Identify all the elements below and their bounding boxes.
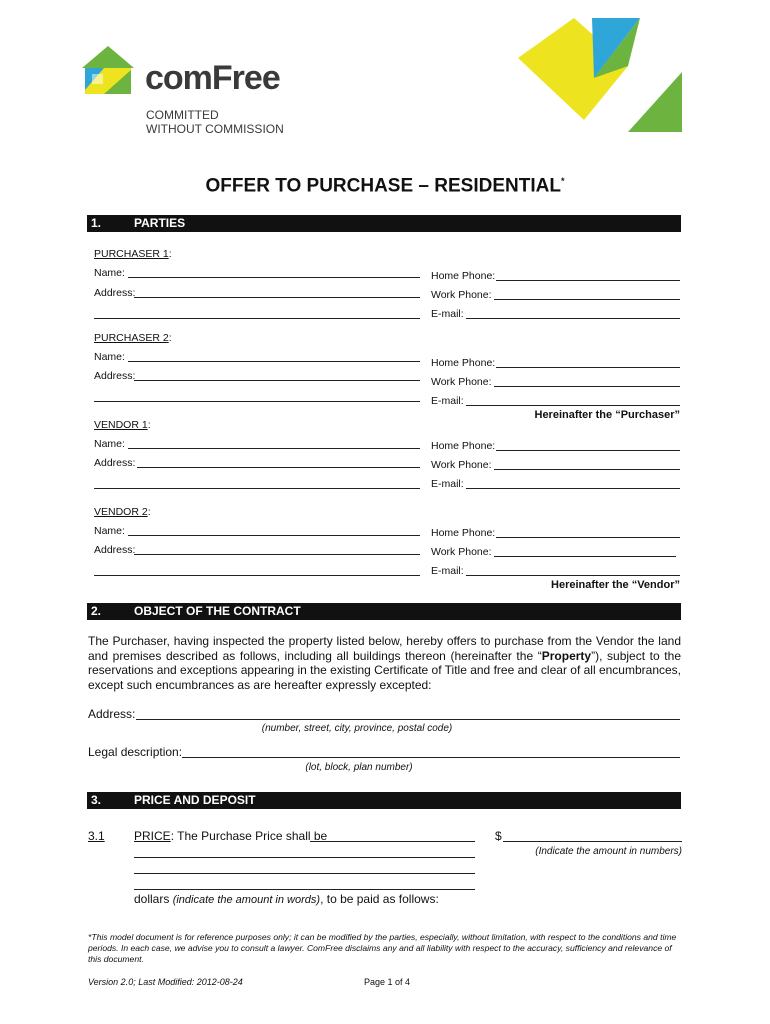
price-words-line-2[interactable] [134, 873, 475, 874]
property-address-label: Address: [88, 707, 136, 721]
address-hint: (number, street, city, province, postal code) [261, 723, 453, 734]
disclaimer-footnote: *This model document is for reference purposes only; it can be modified by the parties, especially, without limitation, with respect to the conditions and time periods. In each case, we advise you to consult a lawyer. ComFree disclaims any and all liability with respect to the accuracy, sufficiency and relevance of this document. [88, 932, 677, 964]
vendor-1-address-line-2[interactable] [94, 488, 420, 489]
purchaser-2-work-phone-label: Work Phone: [431, 376, 492, 388]
title-asterisk: * [560, 176, 565, 186]
dollar-sign: $ [495, 829, 502, 843]
property-address-field[interactable] [136, 719, 680, 720]
brand-tagline-2: WITHOUT COMMISSION [146, 122, 284, 136]
vendor-1-home-phone-field[interactable] [496, 450, 680, 451]
legal-hint: (lot, block, plan number) [305, 762, 413, 773]
purchaser-1-address-field[interactable] [134, 297, 420, 298]
vendor-2-work-phone-field[interactable] [494, 556, 676, 557]
legal-description-label: Legal description: [88, 745, 183, 759]
dollars-words-text: dollars (indicate the amount in words), to be paid as follows: [134, 892, 439, 906]
vendor-1-address-label: Address: [94, 457, 136, 469]
brand-name: comFree [145, 59, 280, 97]
price-clause: PRICE: The Purchase Price shall be [134, 829, 328, 843]
purchaser-1-email-field[interactable] [466, 318, 680, 319]
vendor-1-email-label: E-mail: [431, 478, 464, 490]
vendor-2-work-phone-label: Work Phone: [431, 546, 492, 558]
section-2-number: 2. [91, 604, 102, 618]
clause-3-1-number: 3.1 [88, 829, 105, 843]
vendor-2-heading: VENDOR 2: [94, 506, 151, 518]
vendor-1-work-phone-field[interactable] [494, 469, 680, 470]
vendor-1-name-field[interactable] [128, 448, 420, 449]
vendor-1-name-label: Name: [94, 438, 125, 450]
purchaser-2-address-label: Address: [94, 370, 136, 382]
purchaser-1-address-line-2[interactable] [94, 318, 420, 319]
purchaser-2-name-label: Name: [94, 351, 125, 363]
section-3-title: PRICE AND DEPOSIT [134, 793, 256, 807]
decorative-shapes [500, 14, 684, 136]
vendor-2-email-label: E-mail: [431, 565, 464, 577]
purchaser-1-home-phone-label: Home Phone: [431, 270, 496, 282]
section-3-header [87, 792, 681, 809]
object-paragraph: The Purchaser, having inspected the property listed below, hereby offers to purchase from the Vendor the land and premises described as follows, including all buildings thereon (hereinafter the “Property”), subject to the reservations and exceptions appearing in the existing Certificate of Title and free and clear of all encumbrances, except such encumbrances as are hereafter expressly excepted: [88, 634, 682, 692]
purchaser-2-home-phone-field[interactable] [496, 367, 680, 368]
vendor-2-address-line-2[interactable] [94, 575, 420, 576]
section-1-title: PARTIES [134, 216, 186, 230]
section-1-number: 1. [91, 216, 102, 230]
purchaser-1-home-phone-field[interactable] [496, 280, 680, 281]
document-title [0, 170, 770, 197]
section-2-header [87, 603, 681, 620]
vendor-1-home-phone-label: Home Phone: [431, 440, 496, 452]
vendor-1-heading: VENDOR 1: [94, 419, 151, 431]
version-info: Version 2.0; Last Modified: 2012-08-24 [88, 977, 243, 987]
vendor-2-address-label: Address: [94, 544, 136, 556]
section-2-title: OBJECT OF THE CONTRACT [134, 604, 301, 618]
property-term: Property [541, 648, 592, 663]
vendor-2-email-field[interactable] [466, 575, 680, 576]
house-logo-icon [80, 44, 142, 98]
vendor-2-name-field[interactable] [128, 535, 420, 536]
purchaser-2-email-label: E-mail: [431, 395, 464, 407]
price-numeric-field[interactable] [503, 841, 682, 842]
purchaser-1-work-phone-label: Work Phone: [431, 289, 492, 301]
page-number: Page 1 of 4 [364, 977, 411, 987]
purchaser-2-heading: PURCHASER 2: [94, 332, 172, 344]
purchaser-1-name-field[interactable] [128, 277, 420, 278]
section-1-header [87, 215, 681, 232]
numbers-hint: (Indicate the amount in numbers) [535, 846, 682, 857]
purchaser-2-home-phone-label: Home Phone: [431, 357, 496, 369]
section-3-number: 3. [91, 793, 102, 807]
hereinafter-purchaser: Hereinafter the “Purchaser” [534, 409, 680, 421]
purchaser-2-work-phone-field[interactable] [494, 386, 680, 387]
purchaser-1-work-phone-field[interactable] [494, 299, 680, 300]
price-words-line-1[interactable] [134, 857, 475, 858]
vendor-2-home-phone-label: Home Phone: [431, 527, 496, 539]
price-amount-field[interactable] [310, 841, 475, 842]
purchaser-1-heading: PURCHASER 1: [94, 248, 172, 260]
purchaser-2-address-field[interactable] [134, 380, 420, 381]
purchaser-1-name-label: Name: [94, 267, 125, 279]
hereinafter-vendor: Hereinafter the “Vendor” [551, 579, 680, 591]
vendor-2-address-field[interactable] [134, 554, 420, 555]
price-words-line-3[interactable] [134, 889, 475, 890]
vendor-1-work-phone-label: Work Phone: [431, 459, 492, 471]
vendor-1-email-field[interactable] [466, 488, 680, 489]
brand-tagline-1: COMMITTED [146, 108, 219, 122]
vendor-1-address-field[interactable] [137, 467, 420, 468]
purchaser-2-name-field[interactable] [128, 361, 420, 362]
purchaser-2-email-field[interactable] [466, 405, 680, 406]
purchaser-1-email-label: E-mail: [431, 308, 464, 320]
purchaser-1-address-label: Address: [94, 287, 136, 299]
title-text: OFFER TO PURCHASE – RESIDENTIAL [205, 175, 561, 197]
purchaser-2-address-line-2[interactable] [94, 401, 420, 402]
legal-description-field[interactable] [182, 757, 680, 758]
vendor-2-home-phone-field[interactable] [496, 537, 680, 538]
vendor-2-name-label: Name: [94, 525, 125, 537]
